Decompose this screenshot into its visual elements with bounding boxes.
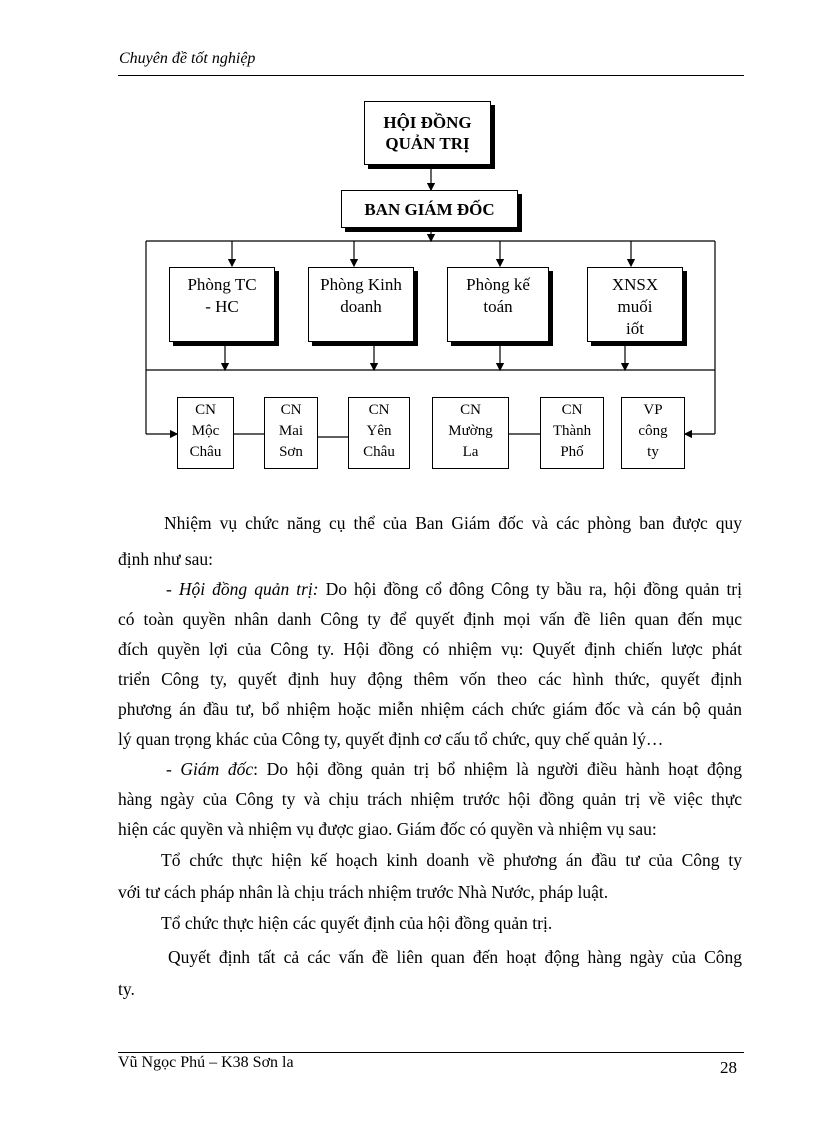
dept-box-xnsx-muoi-iot: XNSX muối iốt (587, 267, 683, 342)
board-label: Hội đồng quản trị: (178, 579, 319, 599)
text-line: - Giám đốc: Do hội đồng quản trị bổ nhiệm là người điều hành hoạt động (166, 759, 743, 779)
text-line: ty. (118, 979, 135, 999)
intro-paragraph (118, 508, 742, 574)
text-line: có toàn quyền nhân danh Công ty để quyết định mọi vấn đề liên quan đến mục (118, 609, 742, 629)
text-line: Tổ chức thực hiện các quyết định của hội đồng quản trị. (161, 913, 553, 933)
branch-box-yen-chau: CN Yên Châu (348, 397, 410, 469)
duty-3-paragraph (118, 942, 742, 1004)
running-header: Chuyên đề tốt nghiệp (119, 50, 256, 67)
branch-box-vp-cong-ty: VP công ty (621, 397, 685, 469)
directors-box: BAN GIÁM ĐỐC (341, 190, 518, 228)
text-line: triển Công ty, quyết định huy động thêm vốn theo các hình thức, quyết định (118, 669, 742, 689)
text-line: Quyết định tất cả các vấn đề liên quan đến hoạt động hàng ngày của Công (168, 947, 742, 967)
footer-author: Vũ Ngọc Phú – K38 Sơn la (118, 1054, 294, 1071)
text-line: định như sau: (118, 549, 214, 569)
dept-box-kinh-doanh: Phòng Kinh doanh (308, 267, 414, 342)
page-number: 28 (720, 1058, 737, 1077)
text-line: Nhiệm vụ chức năng cụ thể của Ban Giám đốc và các phòng ban được quy (164, 513, 742, 533)
text-line: Tổ chức thực hiện kế hoạch kinh doanh về phương án đầu tư của Công ty (161, 850, 742, 870)
branch-box-muong-la: CN Mường La (432, 397, 509, 469)
text-line: với tư cách pháp nhân là chịu trách nhiệm trước Nhà Nước, pháp luật. (118, 882, 609, 902)
text-line: lý quan trọng khác của Công ty, quyết định cơ cấu tổ chức, quy chế quản lý… (118, 729, 664, 749)
text-line: - Hội đồng quản trị: Do hội đồng cổ đông Công ty bầu ra, hội đồng quản trị (166, 579, 742, 599)
text-line: hiện các quyền và nhiệm vụ được giao. Giám đốc có quyền và nhiệm vụ sau: (118, 819, 657, 839)
branch-box-moc-chau: CN Mộc Châu (177, 397, 234, 469)
footer-rule (118, 1052, 744, 1053)
duty-1-paragraph (118, 845, 742, 907)
branch-box-mai-son: CN Mai Sơn (264, 397, 318, 469)
text-line: đích quyền lợi của Công ty. Hội đồng có nhiệm vụ: Quyết định chiến lược phát (118, 639, 742, 659)
text-line: hàng ngày của Công ty và chịu trách nhiệm trước hội đồng quản trị về việc thực (118, 789, 742, 809)
director-label: Giám đốc (180, 759, 254, 779)
duty-2-paragraph (118, 908, 742, 938)
branch-box-thanh-pho: CN Thành Phố (540, 397, 604, 469)
director-paragraph (118, 754, 742, 844)
board-paragraph (118, 574, 742, 754)
dept-box-tc-hc: Phòng TC - HC (169, 267, 275, 342)
text-line: phương án đầu tư, bổ nhiệm hoặc miễn nhiệm cách chức giám đốc và cán bộ quản (118, 699, 742, 719)
board-box: HỘI ĐỒNG QUẢN TRỊ (364, 101, 491, 165)
dept-box-ke-toan: Phòng kế toán (447, 267, 549, 342)
